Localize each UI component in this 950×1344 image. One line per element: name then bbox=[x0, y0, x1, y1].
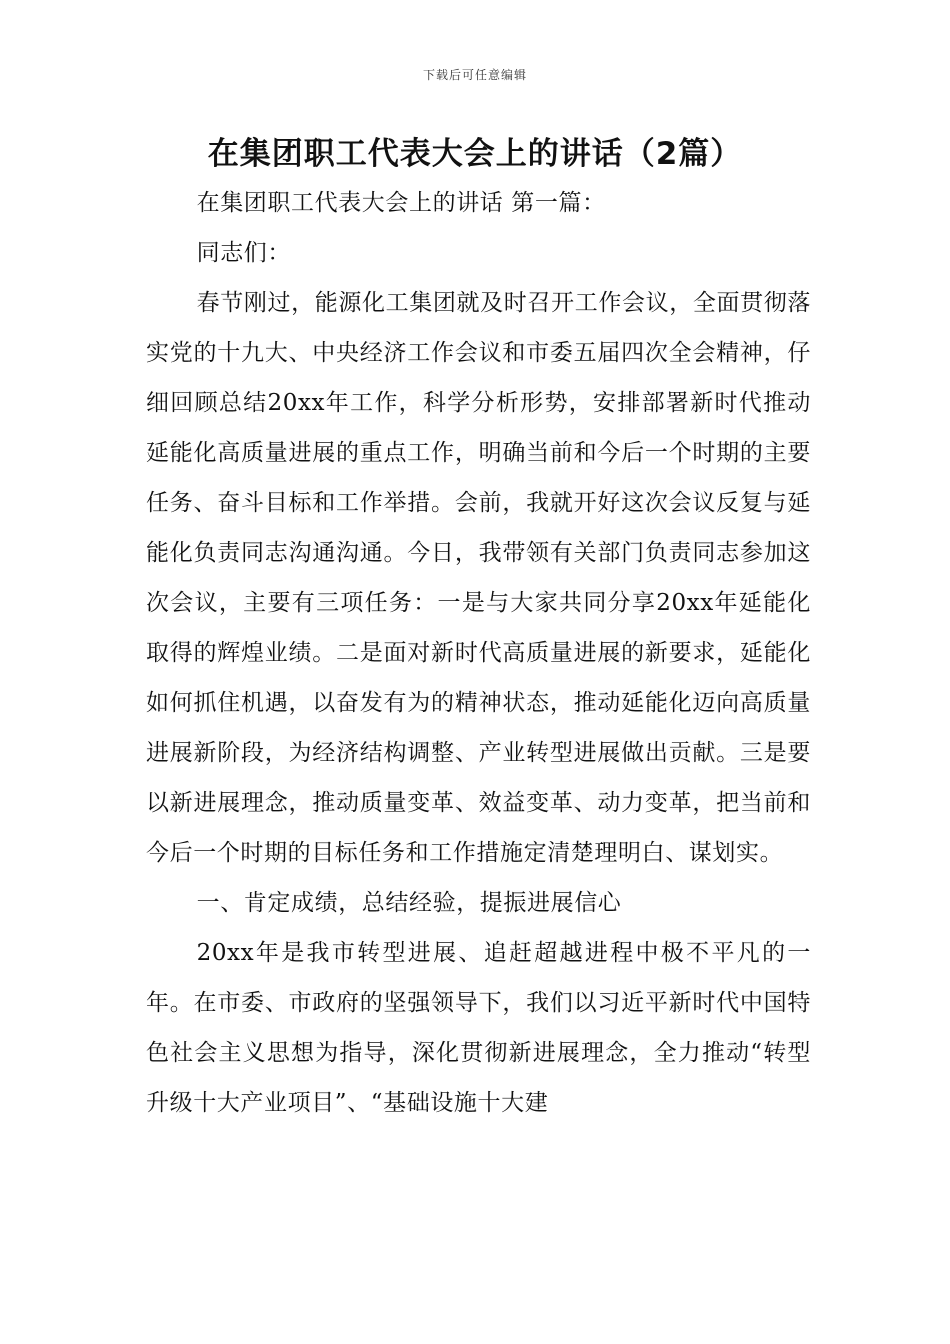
header-note: 下载后可任意编辑 bbox=[422, 68, 527, 82]
document-body bbox=[146, 178, 811, 1128]
paragraph-section-heading: 一、肯定成绩，总结经验，提振进展信心 bbox=[196, 890, 622, 916]
paragraph-body: 20xx年是我市转型进展、追赶超越进程中极不平凡的一年。在市委、市政府的坚强领导下，我们以习近平新时代中国特色社会主义思想为指导，深化贯彻新进展理念，全力推动“转型升级十大产业项目”、“基础设施十大建 bbox=[146, 940, 811, 1116]
paragraph-subtitle: 在集团职工代表大会上的讲话 第一篇： bbox=[196, 190, 606, 216]
paragraph-salutation: 同志们： bbox=[196, 240, 291, 266]
document-title: 在集团职工代表大会上的讲话（2篇） bbox=[207, 136, 743, 172]
paragraph-body: 春节刚过，能源化工集团就及时召开工作会议，全面贯彻落实党的十九大、中央经济工作会议和市委五届四次全会精神，仔细回顾总结20xx年工作，科学分析形势，安排部署新时代推动延能化高质量进展的重点工作，明确当前和今后一个时期的主要任务、奋斗目标和工作举措。会前，我就开好这次会议反复与延能化负责同志沟通沟通。今日，我带领有关部门负责同志参加这次会议，主要有三项任务：一是与大家共同分享20xx年延能化取得的辉煌业绩。二是面对新时代高质量进展的新要求，延能化如何抓住机遇，以奋发有为的精神状态，推动延能化迈向高质量进展新阶段，为经济结构调整、产业转型进展做出贡献。三是要以新进展理念，推动质量变革、效益变革、动力变革，把当前和今后一个时期的目标任务和工作措施定清楚理明白、谋划实。 bbox=[146, 290, 811, 866]
